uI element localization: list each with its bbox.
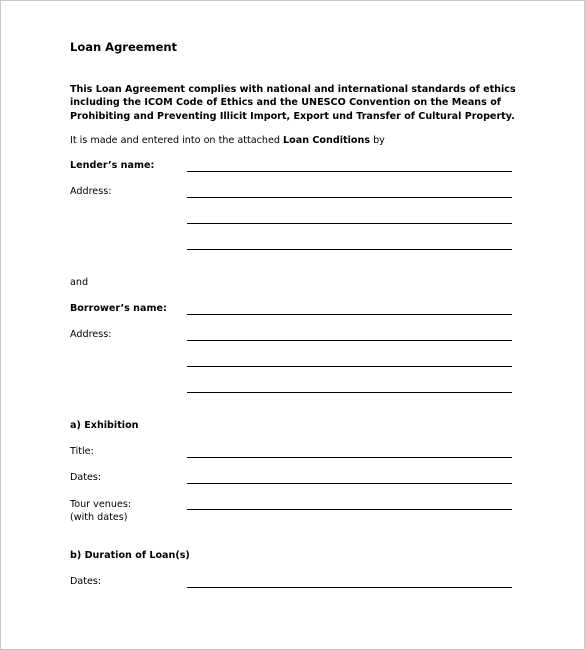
exhibition-heading: a) Exhibition bbox=[70, 420, 139, 431]
borrower-address-label: Address: bbox=[70, 329, 112, 340]
tour-venues-sublabel: (with dates) bbox=[70, 512, 128, 523]
intro-line-2: including the ICOM Code of Ethics and the UNESCO Convention on the Means of bbox=[70, 97, 501, 109]
duration-dates-label: Dates: bbox=[70, 576, 102, 587]
lender-name-field[interactable] bbox=[187, 171, 512, 172]
intro-line-3: Prohibiting and Preventing Illicit Import, Export und Transfer of Cultural Property. bbox=[70, 110, 515, 122]
and-label: and bbox=[70, 277, 89, 288]
lender-address-field-3[interactable] bbox=[187, 249, 512, 250]
document-title: Loan Agreement bbox=[70, 40, 178, 54]
exhibition-dates-label: Dates: bbox=[70, 472, 102, 483]
made-prefix: It is made and entered into on the attached bbox=[70, 135, 284, 146]
duration-heading: b) Duration of Loan(s) bbox=[70, 550, 190, 561]
lender-address-field-2[interactable] bbox=[187, 223, 512, 224]
borrower-address-field-3[interactable] bbox=[187, 392, 512, 393]
tour-venues-label-block bbox=[70, 498, 131, 524]
exhibition-dates-field[interactable] bbox=[187, 483, 512, 484]
loan-conditions-text: Loan Conditions bbox=[283, 135, 371, 146]
intro-line-1: This Loan Agreement complies with national and international standards of ethics bbox=[70, 84, 516, 95]
borrower-address-field-1[interactable] bbox=[187, 340, 512, 341]
made-statement bbox=[70, 135, 385, 146]
duration-dates-field[interactable] bbox=[187, 587, 512, 588]
lender-name-label: Lender’s name: bbox=[70, 160, 155, 171]
lender-address-label: Address: bbox=[70, 186, 112, 197]
exhibition-title-label: Title: bbox=[70, 446, 94, 457]
tour-venues-field[interactable] bbox=[187, 509, 512, 510]
borrower-address-field-2[interactable] bbox=[187, 366, 512, 367]
borrower-name-field[interactable] bbox=[187, 314, 512, 315]
exhibition-title-field[interactable] bbox=[187, 457, 512, 458]
made-suffix: by bbox=[370, 135, 385, 146]
intro-paragraph bbox=[70, 83, 516, 123]
lender-address-field-1[interactable] bbox=[187, 197, 512, 198]
borrower-name-label: Borrower’s name: bbox=[70, 303, 167, 314]
tour-venues-label: Tour venues: bbox=[70, 499, 132, 510]
